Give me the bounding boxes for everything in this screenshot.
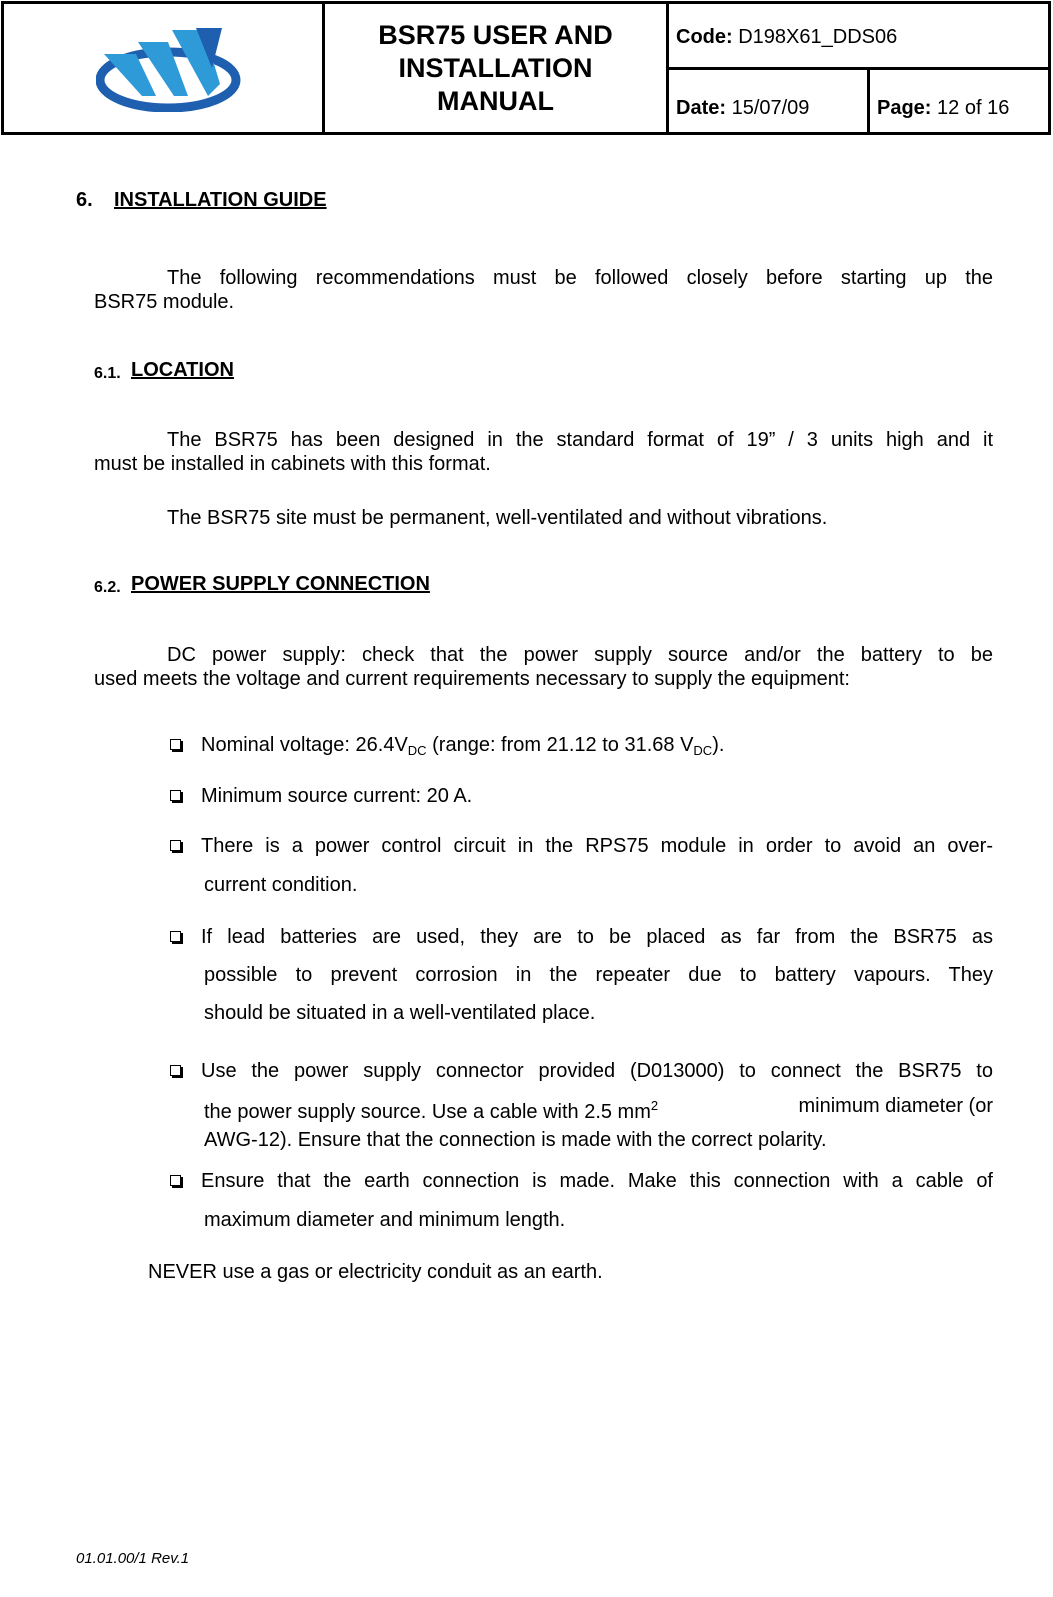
bullet-minimum-current: Minimum source current: 20 A.	[201, 785, 473, 807]
date-field	[669, 70, 870, 132]
bullet-connector-line-2: the power supply source. Use a cable with 2.5 $mm^2$ minimum diameter (or	[204, 1095, 993, 1123]
checkbox-bullet-icon	[170, 1065, 181, 1076]
bullet-connector-line-1: Use the power supply connector provided (D013000) to connect the BSR75 to	[201, 1060, 993, 1082]
code-value: D198X61_DDS06	[738, 26, 898, 48]
company-logo-icon	[96, 24, 241, 112]
earth-warning: NEVER use a gas or electricity conduit as an earth.	[148, 1261, 603, 1283]
bullet-earth-line-1: Ensure that the earth connection is made. Make this connection with a cable of	[201, 1170, 993, 1192]
power-intro-line-2: used meets the voltage and current requirements necessary to supply the equipment:	[94, 668, 850, 690]
page-field	[870, 70, 1048, 132]
section-number: 6.	[76, 189, 93, 211]
subsection-number-power: 6.2.	[94, 579, 121, 596]
date-value: 15/07/09	[731, 97, 810, 119]
checkbox-bullet-icon	[170, 931, 181, 942]
code-label: Code:	[676, 26, 733, 48]
date-label: Date:	[676, 97, 727, 119]
subsection-number-location: 6.1.	[94, 365, 121, 382]
bullet-earth-line-2: maximum diameter and minimum length.	[204, 1209, 566, 1231]
bullet-lead-batteries-line-1: If lead batteries are used, they are to be placed as far from the BSR75 as	[201, 926, 993, 948]
checkbox-bullet-icon	[170, 790, 181, 801]
checkbox-bullet-icon	[170, 739, 181, 750]
document-title: BSR75 USER AND INSTALLATION MANUAL	[325, 4, 669, 132]
code-field	[669, 4, 1048, 70]
document-header	[1, 1, 1051, 135]
bullet-connector-line-3: AWG-12). Ensure that the connection is made with the correct polarity.	[204, 1129, 827, 1151]
bullet-lead-batteries-line-2: possible to prevent corrosion in the repeater due to battery vapours. They	[204, 964, 993, 986]
location-paragraph-line-1: The BSR75 has been designed in the standard format of 19” / 3 units high and it	[167, 429, 993, 451]
subsection-title-location: LOCATION	[131, 359, 234, 381]
page-label: Page:	[877, 97, 932, 119]
subsection-title-power: POWER SUPPLY CONNECTION	[131, 573, 430, 595]
footer-reference: 01.01.00/1 Rev.1	[76, 1550, 190, 1567]
intro-line-1: The following recommendations must be followed closely before starting up the	[167, 267, 993, 289]
location-paragraph-line-2: must be installed in cabinets with this format.	[94, 453, 491, 475]
bullet-nominal-voltage: Nominal voltage: $26.4V_{DC}$ (range: from 21.12 to 31.68 $V_{DC}$).	[201, 734, 725, 758]
checkbox-bullet-icon	[170, 840, 181, 851]
location-paragraph-2: The BSR75 site must be permanent, well-ventilated and without vibrations.	[167, 507, 828, 529]
logo-cell	[4, 4, 325, 132]
section-title: INSTALLATION GUIDE	[114, 189, 327, 211]
intro-line-2: BSR75 module.	[94, 291, 235, 313]
bullet-power-control-line-1: There is a power control circuit in the RPS75 module in order to avoid an over-	[201, 835, 993, 857]
bullet-lead-batteries-line-3: should be situated in a well-ventilated place.	[204, 1002, 596, 1024]
bullet-power-control-line-2: current condition.	[204, 874, 358, 896]
page-value: 12 of 16	[937, 97, 1010, 119]
power-intro-line-1: DC power supply: check that the power supply source and/or the battery to be	[167, 644, 993, 666]
checkbox-bullet-icon	[170, 1175, 181, 1186]
